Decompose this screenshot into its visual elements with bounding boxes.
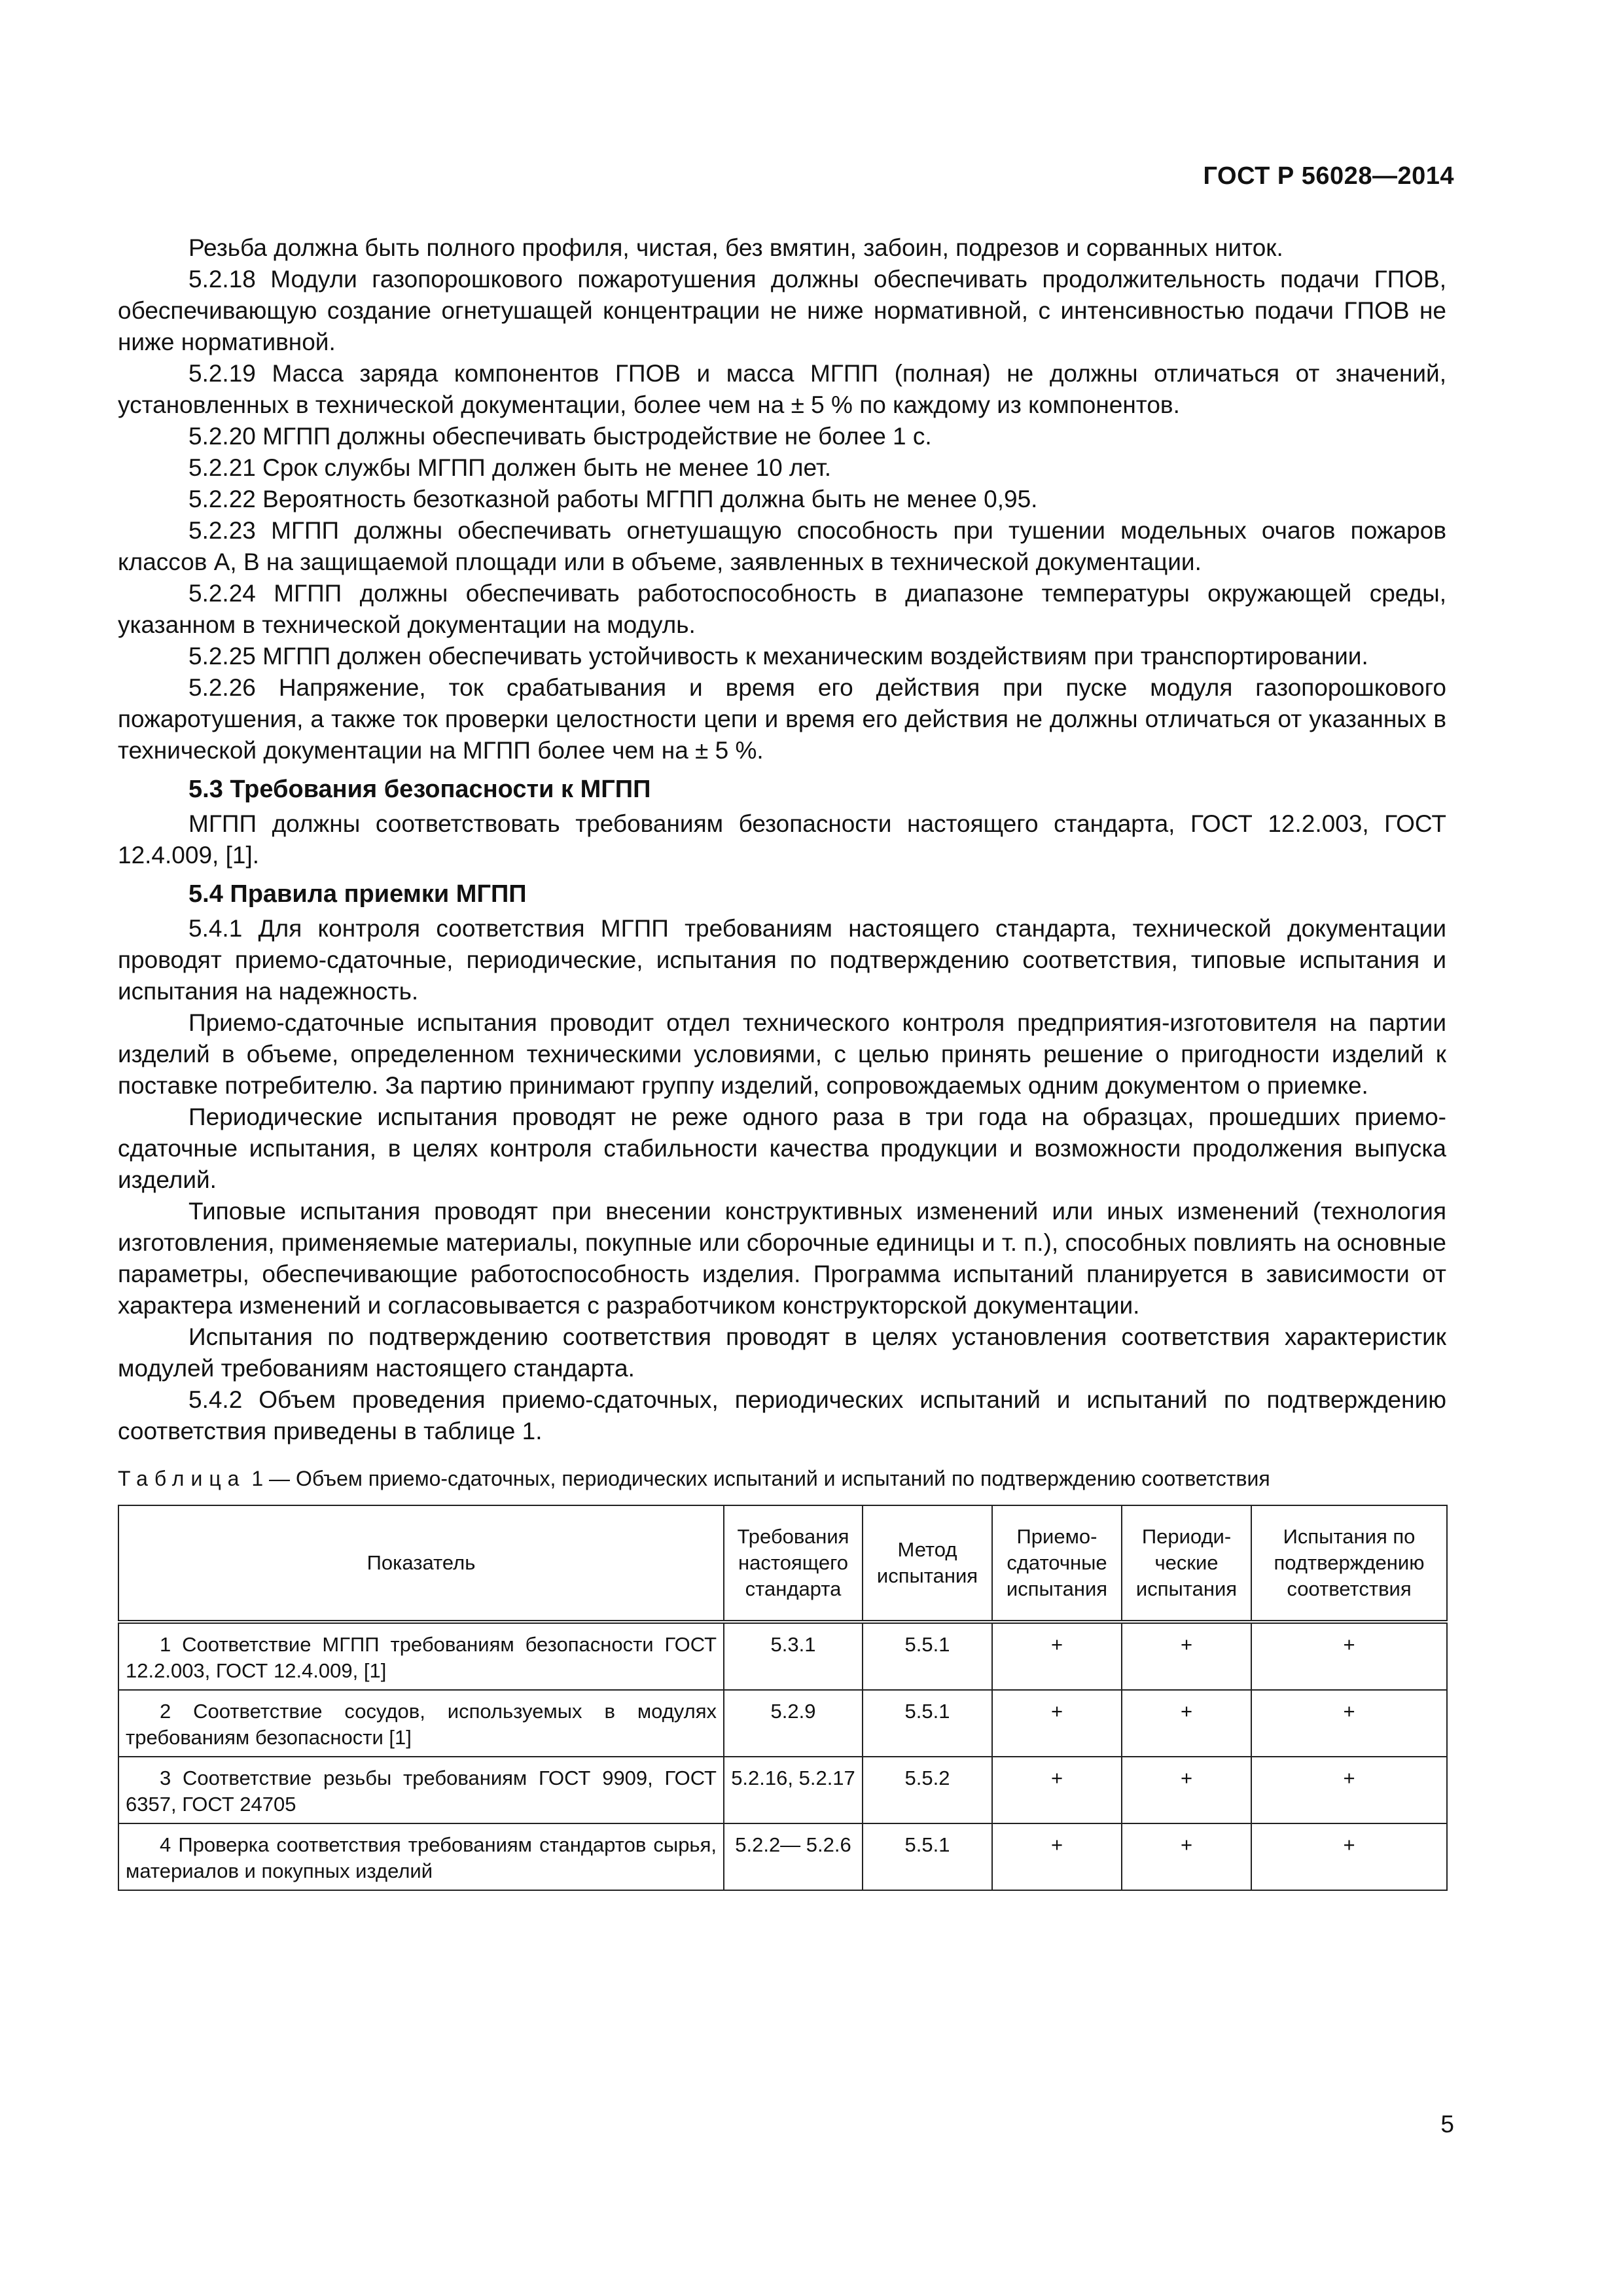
tests-scope-table <box>118 1505 1448 1891</box>
table-cell-method: 5.5.1 <box>863 1823 992 1890</box>
table-cell-mark: + <box>992 1757 1122 1823</box>
table-cell-indicator: 2 Соответствие сосудов, используемых в модулях требованиям безопасности [1] <box>118 1690 724 1757</box>
table-cell-mark: + <box>1251 1823 1447 1890</box>
paragraph-5-2-21: 5.2.21 Срок службы МГПП должен быть не менее 10 лет. <box>188 454 831 481</box>
table-cell-mark: + <box>992 1823 1122 1890</box>
table-caption <box>118 1465 1446 1492</box>
document-body <box>118 232 1446 1891</box>
table-cell-indicator: 3 Соответствие резьбы требованиям ГОСТ 9909, ГОСТ 6357, ГОСТ 24705 <box>118 1757 724 1823</box>
paragraph-5-2-26: 5.2.26 Напряжение, ток срабатывания и время его действия при пуске модуля газопорошкового пожаротушения, а также ток проверки целостности цепи и время его действия не должны отличаться от указанных в технической документации на МГПП более чем на ± 5 %. <box>118 674 1446 764</box>
table-cell-mark: + <box>1122 1622 1251 1690</box>
header-conformity-tests: Испытания по подтверждению соответствия <box>1251 1505 1447 1622</box>
table-caption-text: 1 — Объем приемо-сдаточных, периодических испытаний и испытаний по подтверждению соответствия <box>245 1467 1270 1490</box>
table-cell-mark: + <box>1122 1823 1251 1890</box>
paragraph-5-2-24: 5.2.24 МГПП должны обеспечивать работоспособность в диапазоне температуры окружающей среды, указанном в технической документации на модуль. <box>118 580 1446 638</box>
paragraph-5-2-25: 5.2.25 МГПП должен обеспечивать устойчивость к механическим воздействиям при транспортировании. <box>188 643 1368 670</box>
header-indicator: Показатель <box>118 1505 724 1622</box>
document-code-header: ГОСТ Р 56028—2014 <box>1203 162 1454 190</box>
section-heading-5-3: 5.3 Требования безопасности к МГПП <box>188 776 651 803</box>
paragraph-5-4-1: 5.4.1 Для контроля соответствия МГПП требованиям настоящего стандарта, технической документации проводят приемо-сдаточные, периодические, испытания по подтверждению соответствия, типовые испытания и испытания на надежность. <box>118 915 1446 1005</box>
table-row <box>118 1622 1447 1690</box>
paragraph-5-2-20: 5.2.20 МГПП должны обеспечивать быстродействие не более 1 с. <box>188 423 932 450</box>
header-requirements: Требования настоящего стандарта <box>724 1505 863 1622</box>
table-header-row <box>118 1505 1447 1622</box>
paragraph-conformity-tests: Испытания по подтверждению соответствия проводят в целях установления соответствия характеристик модулей требованиям настоящего стандарта. <box>118 1323 1446 1382</box>
table-row <box>118 1823 1447 1890</box>
header-acceptance-tests: Приемо-сдаточные испытания <box>992 1505 1122 1622</box>
requirements-list <box>118 232 1446 766</box>
paragraph: Резьба должна быть полного профиля, чистая, без вмятин, забоин, подрезов и сорванных ниток. <box>188 234 1283 261</box>
paragraph-5-2-19: 5.2.19 Масса заряда компонентов ГПОВ и масса МГПП (полная) не должны отличаться от значений, установленных в технической документации, более чем на ± 5 % по каждому из компонентов. <box>118 360 1446 418</box>
table-cell-requirement: 5.2.2— 5.2.6 <box>724 1823 863 1890</box>
header-periodic-tests: Периоди-ческие испытания <box>1122 1505 1251 1622</box>
table-cell-method: 5.5.2 <box>863 1757 992 1823</box>
table-row <box>118 1690 1447 1757</box>
section-heading-5-4: 5.4 Правила приемки МГПП <box>188 880 527 908</box>
table-cell-indicator: 1 Соответствие МГПП требованиям безопасности ГОСТ 12.2.003, ГОСТ 12.4.009, [1] <box>118 1622 724 1690</box>
table-cell-method: 5.5.1 <box>863 1622 992 1690</box>
table-cell-mark: + <box>992 1690 1122 1757</box>
table-row <box>118 1757 1447 1823</box>
paragraph-5-2-18: 5.2.18 Модули газопорошкового пожаротушения должны обеспечивать продолжительность подачи ГПОВ, обеспечивающую создание огнетушащей концентрации не ниже нормативной, с интенсивностью подачи ГПОВ не ниже нормативной. <box>118 266 1446 355</box>
table-cell-mark: + <box>1122 1690 1251 1757</box>
paragraph-5-4-2: 5.4.2 Объем проведения приемо-сдаточных, периодических испытаний и испытаний по подтверждению соответствия приведены в таблице 1. <box>118 1386 1446 1444</box>
page-number: 5 <box>1440 2111 1454 2138</box>
paragraph-5-2-22: 5.2.22 Вероятность безотказной работы МГПП должна быть не менее 0,95. <box>188 486 1038 512</box>
table-cell-requirement: 5.2.16, 5.2.17 <box>724 1757 863 1823</box>
paragraph-safety: МГПП должны соответствовать требованиям безопасности настоящего стандарта, ГОСТ 12.2.003, ГОСТ 12.4.009, [1]. <box>118 810 1446 869</box>
paragraph-type-tests: Типовые испытания проводят при внесении конструктивных изменений или иных изменений (технология изготовления, применяемые материалы, покупные или сборочные единицы и т. п.), способных повлиять на основные параметры, обеспечивающие работоспособность изделия. Программа испытаний планируется в зависимости от характера изменений и согласовывается с разработчиком конструкторской документации. <box>118 1198 1446 1319</box>
table-caption-label: Таблица <box>118 1467 246 1490</box>
table-cell-indicator: 4 Проверка соответствия требованиям стандартов сырья, материалов и покупных изделий <box>118 1823 724 1890</box>
paragraph-acceptance-tests: Приемо-сдаточные испытания проводит отдел технического контроля предприятия-изготовителя на партии изделий в объеме, определенном техническими условиями, с целью принять решение о пригодности изделий к поставке потребителю. За партию принимают группу изделий, сопровождаемых одним документом о приемке. <box>118 1009 1446 1099</box>
paragraph-5-2-23: 5.2.23 МГПП должны обеспечивать огнетушащую способность при тушении модельных очагов пожаров классов А, В на защищаемой площади или в объеме, заявленных в технической документации. <box>118 517 1446 575</box>
table-cell-requirement: 5.2.9 <box>724 1690 863 1757</box>
table-cell-mark: + <box>992 1622 1122 1690</box>
table-cell-mark: + <box>1122 1757 1251 1823</box>
table-cell-requirement: 5.3.1 <box>724 1622 863 1690</box>
table-cell-mark: + <box>1251 1622 1447 1690</box>
paragraph-periodic-tests: Периодические испытания проводят не реже одного раза в три года на образцах, прошедших приемо-сдаточные испытания, в целях контроля стабильности качества продукции и возможности продолжения выпуска изделий. <box>118 1103 1446 1193</box>
table-cell-method: 5.5.1 <box>863 1690 992 1757</box>
header-test-method: Метод испытания <box>863 1505 992 1622</box>
table-cell-mark: + <box>1251 1690 1447 1757</box>
table-cell-mark: + <box>1251 1757 1447 1823</box>
